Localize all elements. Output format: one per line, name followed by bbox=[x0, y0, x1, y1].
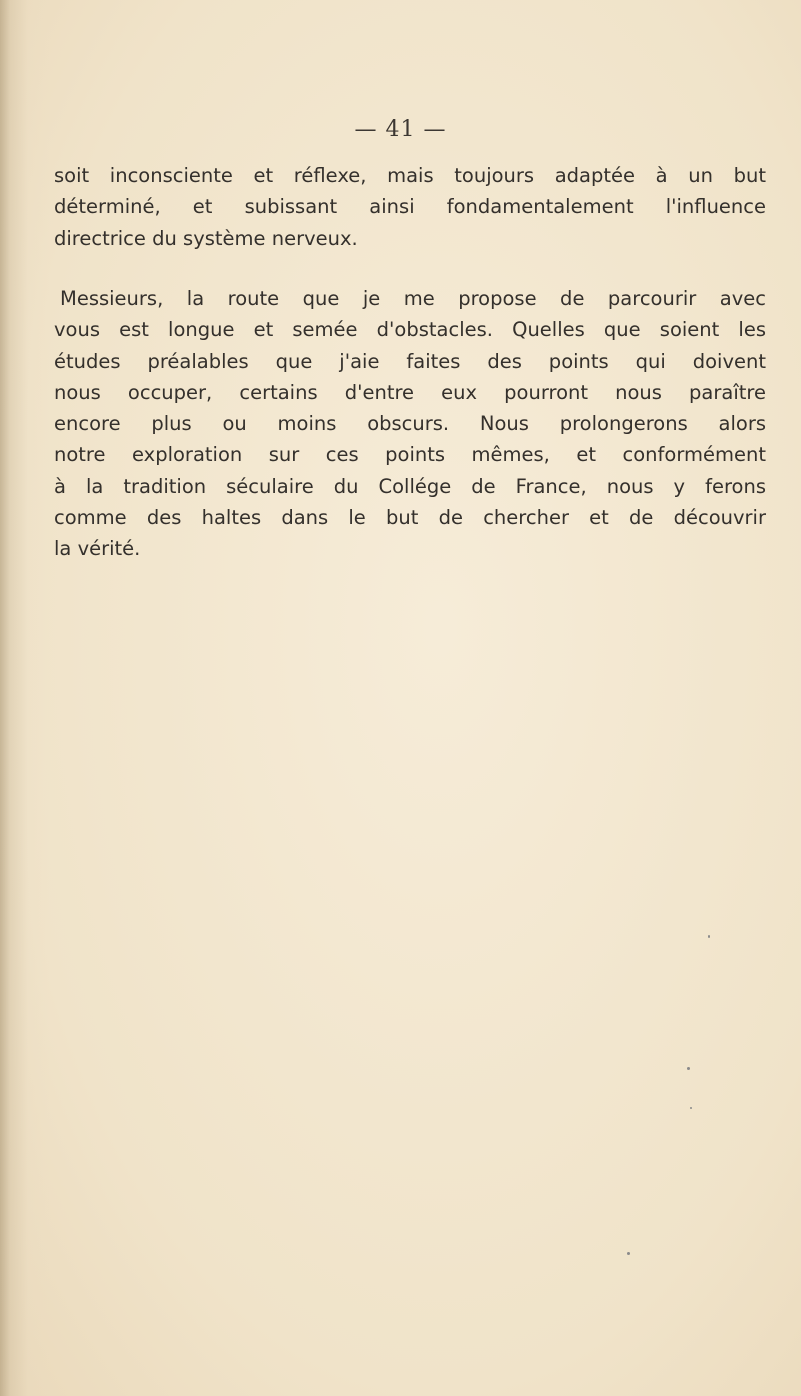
text-line: Messieurs, la route que je me propose de parcourir avec bbox=[60, 287, 766, 310]
paper-speck bbox=[687, 1067, 690, 1070]
text-line: vous est longue et semée d'obstacles. Quelles que soient les bbox=[54, 318, 766, 342]
paper-speck bbox=[708, 935, 710, 938]
text-line: études préalables que j'aie faites des points qui doivent bbox=[54, 349, 766, 373]
text-line: déterminé, et subissant ainsi fondamentalement l'influence bbox=[54, 195, 766, 219]
text-line: encore plus ou moins obscurs. Nous prolongerons alors bbox=[54, 412, 766, 435]
text-line: comme des haltes dans le but de chercher et de découvrir bbox=[54, 505, 766, 529]
paper-speck bbox=[627, 1252, 630, 1255]
page-number: — 41 — bbox=[354, 117, 447, 142]
text-line: notre exploration sur ces points mêmes, et conformément bbox=[54, 443, 766, 467]
paper-speck bbox=[690, 1107, 692, 1109]
paragraph-2 bbox=[54, 283, 766, 564]
text-line: la vérité. bbox=[54, 537, 141, 560]
text-line: soit inconsciente et réflexe, mais toujours adaptée à un but bbox=[54, 164, 766, 187]
text-line: nous occuper, certains d'entre eux pourront nous paraître bbox=[54, 380, 766, 404]
text-line: directrice du système nerveux. bbox=[54, 226, 358, 250]
text-line: à la tradition séculaire du Collége de France, nous y ferons bbox=[54, 474, 766, 498]
paragraph-1 bbox=[54, 160, 766, 254]
